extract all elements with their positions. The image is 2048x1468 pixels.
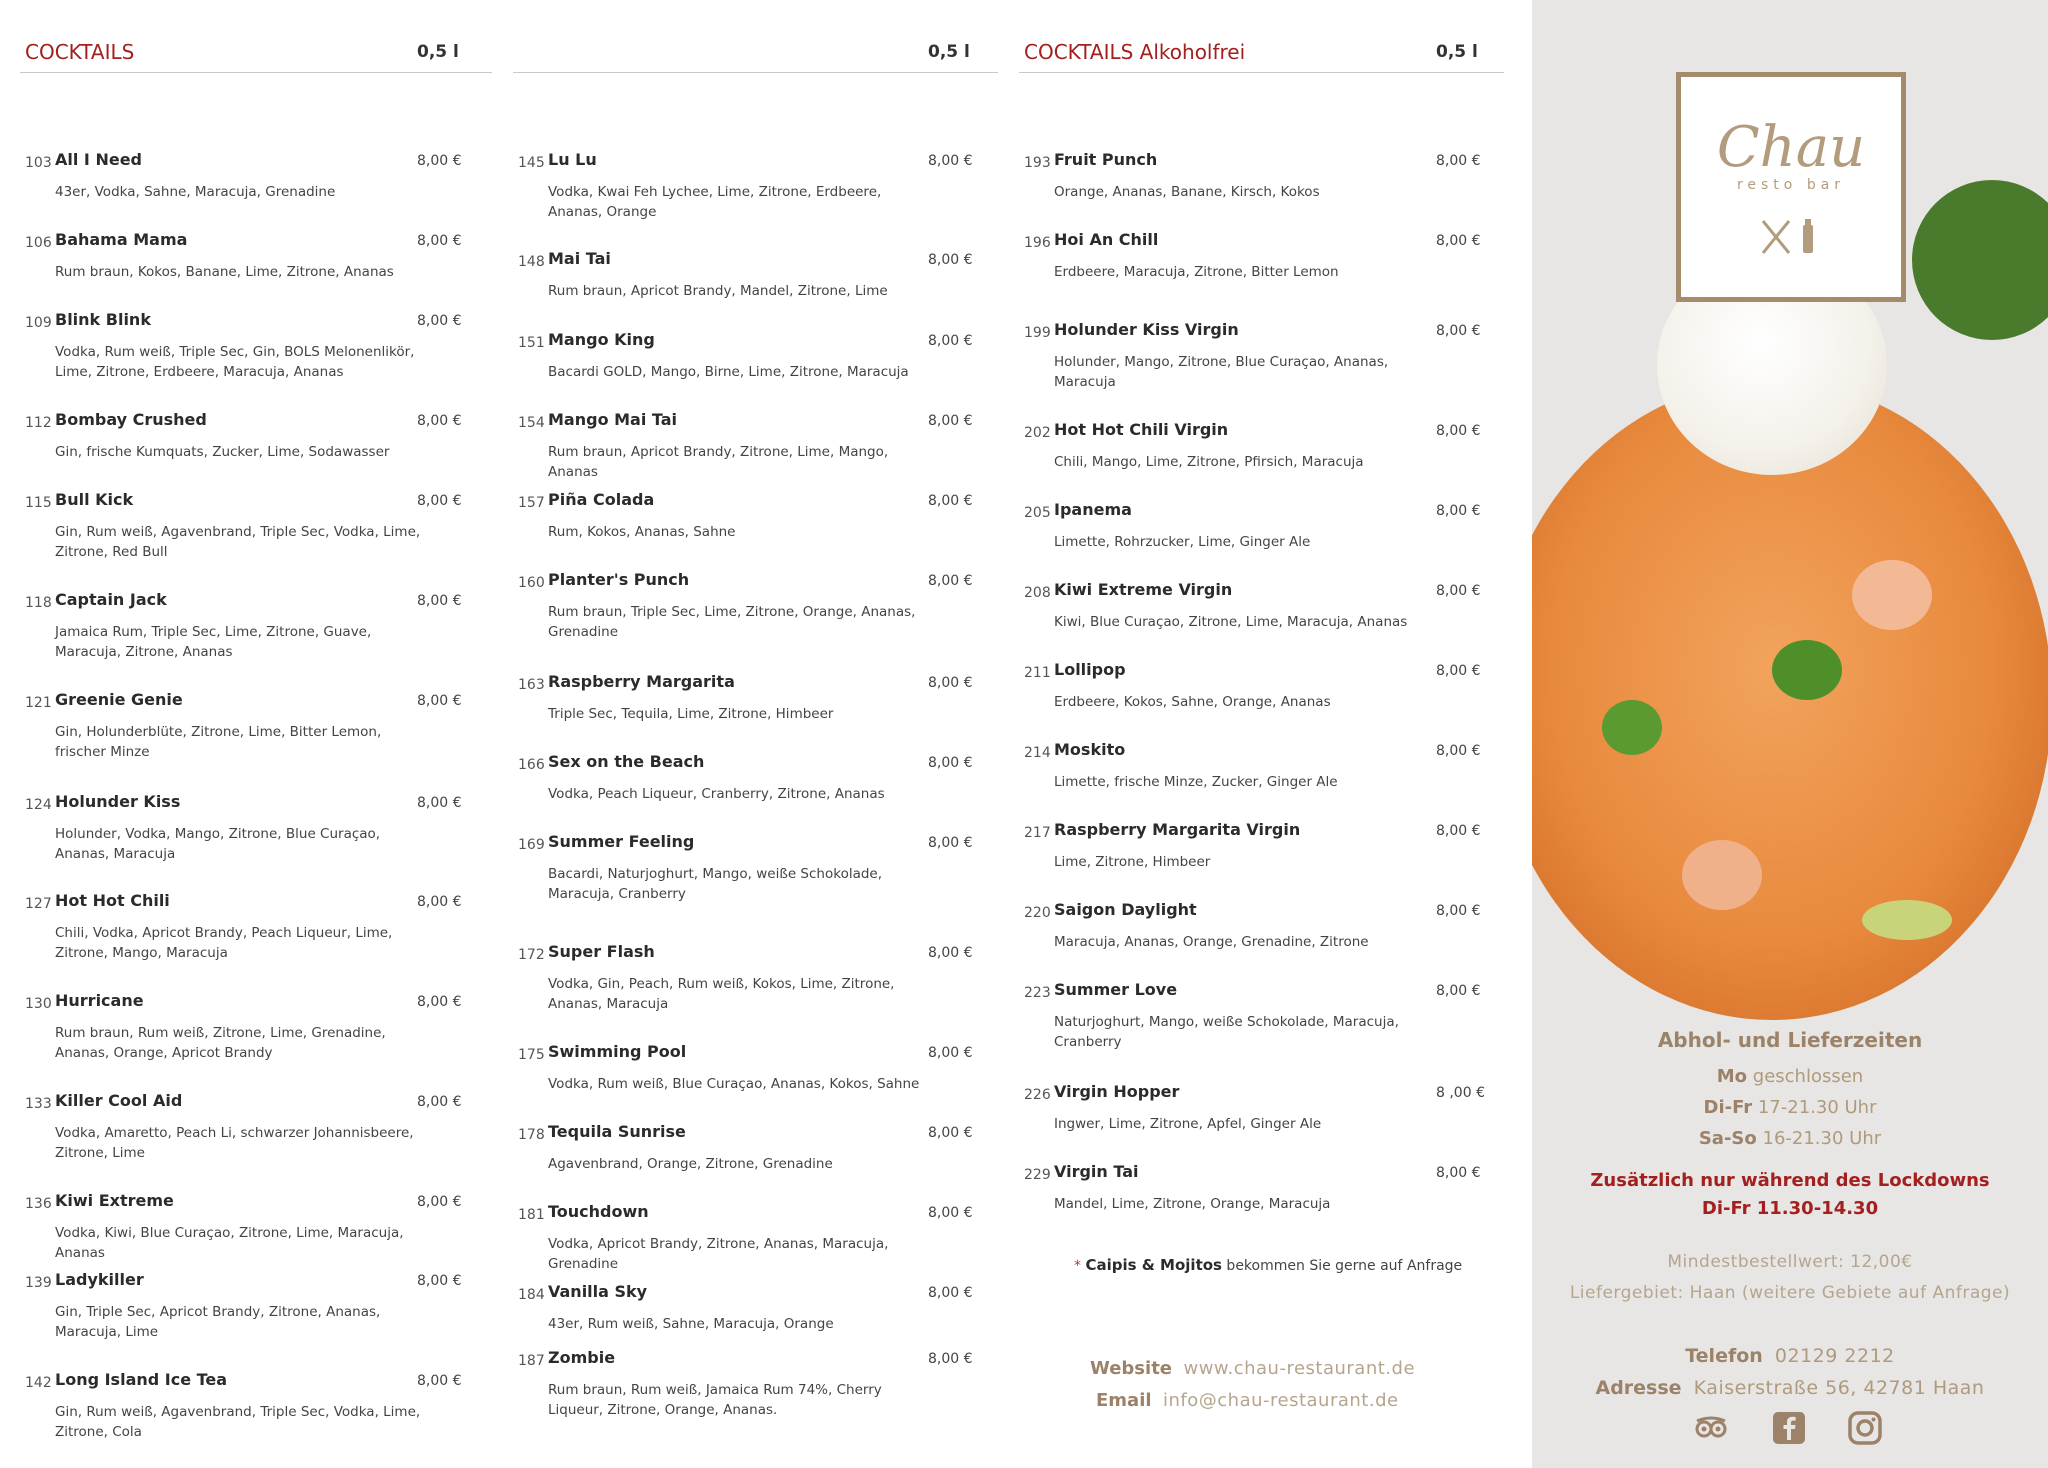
item-description: 43er, Vodka, Sahne, Maracuja, Grenadine — [55, 184, 336, 200]
hours-monday: Mo geschlossen — [1716, 1066, 1864, 1087]
item-price: 8,00 € — [1436, 323, 1481, 339]
item-name: Planter's Punch — [548, 570, 690, 589]
column-header — [513, 0, 998, 73]
item-number: 211 — [1024, 665, 1051, 681]
item-price: 8,00 € — [417, 313, 462, 329]
item-number: 220 — [1024, 905, 1051, 921]
lockdown-hours: Di-Fr 11.30-14.30 — [1701, 1198, 1879, 1219]
item-number: 124 — [25, 797, 52, 813]
item-name: Fruit Punch — [1054, 150, 1158, 169]
item-name: Holunder Kiss — [55, 792, 181, 811]
item-price: 8,00 € — [1436, 743, 1481, 759]
min-order: Mindestbestellwert: 12,00€ — [1667, 1252, 1913, 1272]
note-rest: bekommen Sie gerne auf Anfrage — [1221, 1258, 1463, 1274]
item-number: 145 — [518, 155, 545, 171]
item-description: Orange, Ananas, Banane, Kirsch, Kokos — [1054, 184, 1320, 200]
item-number: 163 — [518, 677, 545, 693]
item-description: Ingwer, Lime, Zitrone, Apfel, Ginger Ale — [1054, 1116, 1322, 1132]
item-description: Gin, Rum weiß, Agavenbrand, Triple Sec, Vodka, Lime, Zitrone, Red Bull — [55, 524, 421, 560]
item-price: 8,00 € — [1436, 503, 1481, 519]
phone-number[interactable]: 02129 2212 — [1774, 1345, 1895, 1367]
item-name: Swimming Pool — [548, 1042, 687, 1061]
item-number: 229 — [1024, 1167, 1051, 1183]
item-name: Summer Feeling — [548, 832, 695, 851]
item-description: Gin, Triple Sec, Apricot Brandy, Zitrone, Ananas, Maracuja, Lime — [55, 1304, 381, 1340]
item-price: 8,00 € — [417, 795, 462, 811]
item-name: Mai Tai — [548, 249, 611, 268]
item-price: 8,00 € — [928, 252, 973, 268]
item-description: Chili, Mango, Lime, Zitrone, Pfirsich, Maracuja — [1054, 454, 1364, 470]
item-price: 8,00 € — [928, 1351, 973, 1367]
item-description: Vodka, Rum weiß, Blue Curaçao, Ananas, Kokos, Sahne — [548, 1076, 920, 1092]
item-price: 8 ,00 € — [1436, 1085, 1485, 1101]
item-name: Hoi An Chill — [1054, 230, 1159, 249]
item-price: 8,00 € — [417, 1094, 462, 1110]
item-number: 175 — [518, 1047, 545, 1063]
item-description: Lime, Zitrone, Himbeer — [1054, 854, 1211, 870]
item-description: Rum braun, Triple Sec, Lime, Zitrone, Orange, Ananas, Grenadine — [548, 604, 916, 640]
item-name: Tequila Sunrise — [548, 1122, 686, 1141]
item-description: Chili, Vodka, Apricot Brandy, Peach Liqueur, Lime, Zitrone, Mango, Maracuja — [55, 925, 393, 961]
item-description: 43er, Rum weiß, Sahne, Maracuja, Orange — [548, 1316, 834, 1332]
item-name: Mango King — [548, 330, 655, 349]
item-price: 8,00 € — [928, 413, 973, 429]
email-link[interactable]: info@chau-restaurant.de — [1163, 1390, 1399, 1411]
item-price: 8,00 € — [1436, 233, 1481, 249]
item-number: 160 — [518, 575, 545, 591]
item-description: Bacardi GOLD, Mango, Birne, Lime, Zitrone, Maracuja — [548, 364, 909, 380]
item-number: 196 — [1024, 235, 1051, 251]
item-price: 8,00 € — [928, 333, 973, 349]
item-price: 8,00 € — [417, 1273, 462, 1289]
item-price: 8,00 € — [417, 1373, 462, 1389]
item-name: Mango Mai Tai — [548, 410, 678, 429]
item-name: Bahama Mama — [55, 230, 188, 249]
item-number: 148 — [518, 254, 545, 270]
lockdown-note: Zusätzlich nur während des Lockdowns — [1590, 1170, 1990, 1191]
item-number: 214 — [1024, 745, 1051, 761]
item-price: 8,00 € — [417, 593, 462, 609]
item-price: 8,00 € — [928, 153, 973, 169]
item-number: 139 — [25, 1275, 52, 1291]
food-image-herb — [1912, 180, 2048, 340]
info-panel — [1532, 0, 2048, 1468]
item-description: Holunder, Mango, Zitrone, Blue Curaçao, Ananas, Maracuja — [1054, 354, 1389, 390]
item-price: 8,00 € — [928, 1045, 973, 1061]
item-description: Bacardi, Naturjoghurt, Mango, weiße Schokolade, Maracuja, Cranberry — [548, 866, 883, 902]
tripadvisor-icon[interactable] — [1694, 1411, 1728, 1445]
item-name: Saigon Daylight — [1054, 900, 1197, 919]
facebook-icon[interactable] — [1772, 1411, 1806, 1445]
volume-label: 0,5 l — [928, 42, 970, 62]
volume-label: 0,5 l — [1436, 42, 1478, 62]
item-name: Raspberry Margarita — [548, 672, 735, 691]
item-price: 8,00 € — [417, 693, 462, 709]
item-price: 8,00 € — [417, 153, 462, 169]
item-description: Erdbeere, Kokos, Sahne, Orange, Ananas — [1054, 694, 1331, 710]
item-description: Gin, Rum weiß, Agavenbrand, Triple Sec, Vodka, Lime, Zitrone, Cola — [55, 1404, 421, 1440]
item-description: Rum, Kokos, Ananas, Sahne — [548, 524, 736, 540]
item-number: 199 — [1024, 325, 1051, 341]
volume-label: 0,5 l — [417, 42, 459, 62]
item-name: Summer Love — [1054, 980, 1178, 999]
item-name: Raspberry Margarita Virgin — [1054, 820, 1301, 839]
item-number: 133 — [25, 1096, 52, 1112]
item-price: 8,00 € — [417, 413, 462, 429]
item-description: Rum braun, Apricot Brandy, Zitrone, Lime, Mango, Ananas — [548, 444, 889, 480]
item-description: Erdbeere, Maracuja, Zitrone, Bitter Lemon — [1054, 264, 1339, 280]
item-number: 157 — [518, 495, 545, 511]
item-number: 142 — [25, 1375, 52, 1391]
column-header — [20, 0, 492, 73]
delivery-area: Liefergebiet: Haan (weitere Gebiete auf Anfrage) — [1569, 1283, 2011, 1303]
item-description: Vodka, Peach Liqueur, Cranberry, Zitrone, Ananas — [548, 786, 885, 802]
item-name: Piña Colada — [548, 490, 655, 509]
menu-column-alkoholfrei — [1019, 0, 1504, 1212]
item-number: 205 — [1024, 505, 1051, 521]
note-bold: Caipis & Mojitos — [1085, 1256, 1222, 1274]
item-name: Bull Kick — [55, 490, 134, 509]
item-price: 8,00 € — [928, 755, 973, 771]
item-number: 223 — [1024, 985, 1051, 1001]
address-text: Kaiserstraße 56, 42781 Haan — [1693, 1377, 1985, 1399]
instagram-icon[interactable] — [1848, 1411, 1882, 1445]
item-number: 115 — [25, 495, 52, 511]
item-name: Ladykiller — [55, 1270, 144, 1289]
item-price: 8,00 € — [928, 945, 973, 961]
cutlery-shaker-icon — [1759, 217, 1819, 257]
phone-line: Telefon 02129 2212 — [1685, 1345, 1895, 1367]
item-description: Rum braun, Apricot Brandy, Mandel, Zitrone, Lime — [548, 283, 888, 299]
item-name: Long Island Ice Tea — [55, 1370, 228, 1389]
item-price: 8,00 € — [1436, 823, 1481, 839]
item-number: 202 — [1024, 425, 1051, 441]
item-number: 103 — [25, 155, 52, 171]
item-number: 193 — [1024, 155, 1051, 171]
item-description: Rum braun, Rum weiß, Jamaica Rum 74%, Cherry Liqueur, Zitrone, Orange, Ananas. — [548, 1382, 882, 1418]
website-line: Website www.chau-restaurant.de — [1090, 1358, 1416, 1379]
item-name: Zombie — [548, 1348, 616, 1367]
item-price: 8,00 € — [928, 675, 973, 691]
item-description: Holunder, Vodka, Mango, Zitrone, Blue Curaçao, Ananas, Maracuja — [55, 826, 381, 862]
food-image — [1532, 380, 2048, 1020]
item-number: 151 — [518, 335, 545, 351]
item-name: Ipanema — [1054, 500, 1132, 519]
address-line: Adresse Kaiserstraße 56, 42781 Haan — [1595, 1377, 1985, 1399]
item-number: 217 — [1024, 825, 1051, 841]
item-number: 121 — [25, 695, 52, 711]
item-description: Jamaica Rum, Triple Sec, Lime, Zitrone, Guave, Maracuja, Zitrone, Ananas — [55, 624, 372, 660]
item-description: Agavenbrand, Orange, Zitrone, Grenadine — [548, 1156, 833, 1172]
item-number: 130 — [25, 996, 52, 1012]
item-description: Vodka, Kwai Feh Lychee, Lime, Zitrone, Erdbeere, Ananas, Orange — [548, 184, 882, 220]
item-price: 8,00 € — [928, 1125, 973, 1141]
item-price: 8,00 € — [1436, 1165, 1481, 1181]
item-description: Vodka, Gin, Peach, Rum weiß, Kokos, Lime, Zitrone, Ananas, Maracuja — [548, 976, 895, 1012]
item-price: 8,00 € — [928, 1285, 973, 1301]
item-description: Vodka, Amaretto, Peach Li, schwarzer Johannisbeere, Zitrone, Lime — [55, 1125, 414, 1161]
item-price: 8,00 € — [417, 233, 462, 249]
item-number: 208 — [1024, 585, 1051, 601]
item-name: Virgin Hopper — [1054, 1082, 1180, 1101]
item-description: Vodka, Apricot Brandy, Zitrone, Ananas, Maracuja, Grenadine — [548, 1236, 889, 1272]
item-price: 8,00 € — [928, 835, 973, 851]
item-name: Hot Hot Chili Virgin — [1054, 420, 1229, 439]
hours-di-fr: Di-Fr 17-21.30 Uhr — [1703, 1097, 1877, 1118]
menu-column-cocktails-continued — [513, 0, 998, 1418]
food-image-shrimp — [1852, 560, 1932, 630]
item-number: 136 — [25, 1196, 52, 1212]
item-name: Captain Jack — [55, 590, 167, 609]
item-number: 226 — [1024, 1087, 1051, 1103]
item-number: 178 — [518, 1127, 545, 1143]
item-number: 106 — [25, 235, 52, 251]
item-price: 8,00 € — [928, 493, 973, 509]
item-description: Naturjoghurt, Mango, weiße Schokolade, Maracuja, Cranberry — [1054, 1014, 1399, 1050]
food-image-shrimp — [1682, 840, 1762, 910]
item-number: 118 — [25, 595, 52, 611]
item-name: Bombay Crushed — [55, 410, 207, 429]
item-number: 166 — [518, 757, 545, 773]
item-name: Hot Hot Chili — [55, 891, 170, 910]
item-price: 8,00 € — [1436, 903, 1481, 919]
item-number: 172 — [518, 947, 545, 963]
item-number: 187 — [518, 1353, 545, 1369]
item-number: 109 — [25, 315, 52, 331]
logo-subtitle: resto bar — [1736, 177, 1846, 193]
item-description: Mandel, Lime, Zitrone, Orange, Maracuja — [1054, 1196, 1331, 1212]
item-price: 8,00 € — [417, 994, 462, 1010]
item-price: 8,00 € — [1436, 983, 1481, 999]
column-header — [1019, 0, 1504, 73]
item-price: 8,00 € — [928, 573, 973, 589]
item-name: Kiwi Extreme — [55, 1191, 174, 1210]
item-description: Gin, Holunderblüte, Zitrone, Lime, Bitter Lemon, frischer Minze — [55, 724, 382, 760]
item-name: All I Need — [55, 150, 142, 169]
hours-title: Abhol- und Lieferzeiten — [1657, 1028, 1923, 1052]
item-name: Touchdown — [548, 1202, 649, 1221]
item-description: Triple Sec, Tequila, Lime, Zitrone, Himbeer — [548, 706, 834, 722]
item-price: 8,00 € — [1436, 583, 1481, 599]
item-price: 8,00 € — [928, 1205, 973, 1221]
item-description: Limette, Rohrzucker, Lime, Ginger Ale — [1054, 534, 1311, 550]
item-name: Blink Blink — [55, 310, 151, 329]
item-name: Moskito — [1054, 740, 1126, 759]
food-image-broccoli — [1602, 700, 1662, 755]
food-image-zucchini — [1862, 900, 1952, 940]
item-description: Vodka, Rum weiß, Triple Sec, Gin, BOLS Melonenlikör, Lime, Zitrone, Erdbeere, Maracuja, Ananas — [55, 344, 415, 380]
item-name: Lollipop — [1054, 660, 1126, 679]
item-name: Vanilla Sky — [548, 1282, 648, 1301]
item-price: 8,00 € — [417, 894, 462, 910]
food-image-broccoli — [1772, 640, 1842, 700]
item-number: 184 — [518, 1287, 545, 1303]
item-price: 8,00 € — [417, 493, 462, 509]
item-price: 8,00 € — [1436, 423, 1481, 439]
hours-sa-so: Sa-So 16-21.30 Uhr — [1698, 1128, 1882, 1149]
item-name: Sex on the Beach — [548, 752, 705, 771]
menu-column-cocktails — [20, 0, 492, 1440]
item-description: Kiwi, Blue Curaçao, Zitrone, Lime, Maracuja, Ananas — [1054, 614, 1408, 630]
item-description: Limette, frische Minze, Zucker, Ginger Ale — [1054, 774, 1338, 790]
item-name: Lu Lu — [548, 150, 597, 169]
item-number: 127 — [25, 896, 52, 912]
item-price: 8,00 € — [417, 1194, 462, 1210]
caipis-note: * Caipis & Mojitos bekommen Sie gerne auf Anfrage — [1074, 1256, 1463, 1274]
logo — [1676, 72, 1906, 302]
item-description: Rum braun, Rum weiß, Zitrone, Lime, Grenadine, Ananas, Orange, Apricot Brandy — [55, 1025, 386, 1061]
item-price: 8,00 € — [1436, 153, 1481, 169]
item-name: Killer Cool Aid — [55, 1091, 183, 1110]
item-name: Kiwi Extreme Virgin — [1054, 580, 1233, 599]
item-description: Gin, frische Kumquats, Zucker, Lime, Sodawasser — [55, 444, 390, 460]
item-name: Hurricane — [55, 991, 144, 1010]
website-link[interactable]: www.chau-restaurant.de — [1183, 1358, 1416, 1379]
item-number: 154 — [518, 415, 545, 431]
section-title: COCKTAILS — [25, 40, 135, 64]
item-number: 181 — [518, 1207, 545, 1223]
item-number: 112 — [25, 415, 52, 431]
item-name: Holunder Kiss Virgin — [1054, 320, 1239, 339]
item-name: Greenie Genie — [55, 690, 183, 709]
item-name: Super Flash — [548, 942, 655, 961]
item-name: Virgin Tai — [1054, 1162, 1139, 1181]
item-description: Vodka, Kiwi, Blue Curaçao, Zitrone, Lime, Maracuja, Ananas — [55, 1225, 404, 1261]
item-description: Rum braun, Kokos, Banane, Lime, Zitrone, Ananas — [55, 264, 394, 280]
section-title: COCKTAILS Alkoholfrei — [1024, 40, 1246, 64]
item-number: 169 — [518, 837, 545, 853]
logo-wordmark: Chau — [1716, 115, 1866, 180]
email-line: Email info@chau-restaurant.de — [1096, 1390, 1399, 1411]
item-price: 8,00 € — [1436, 663, 1481, 679]
item-description: Maracuja, Ananas, Orange, Grenadine, Zitrone — [1054, 934, 1369, 950]
